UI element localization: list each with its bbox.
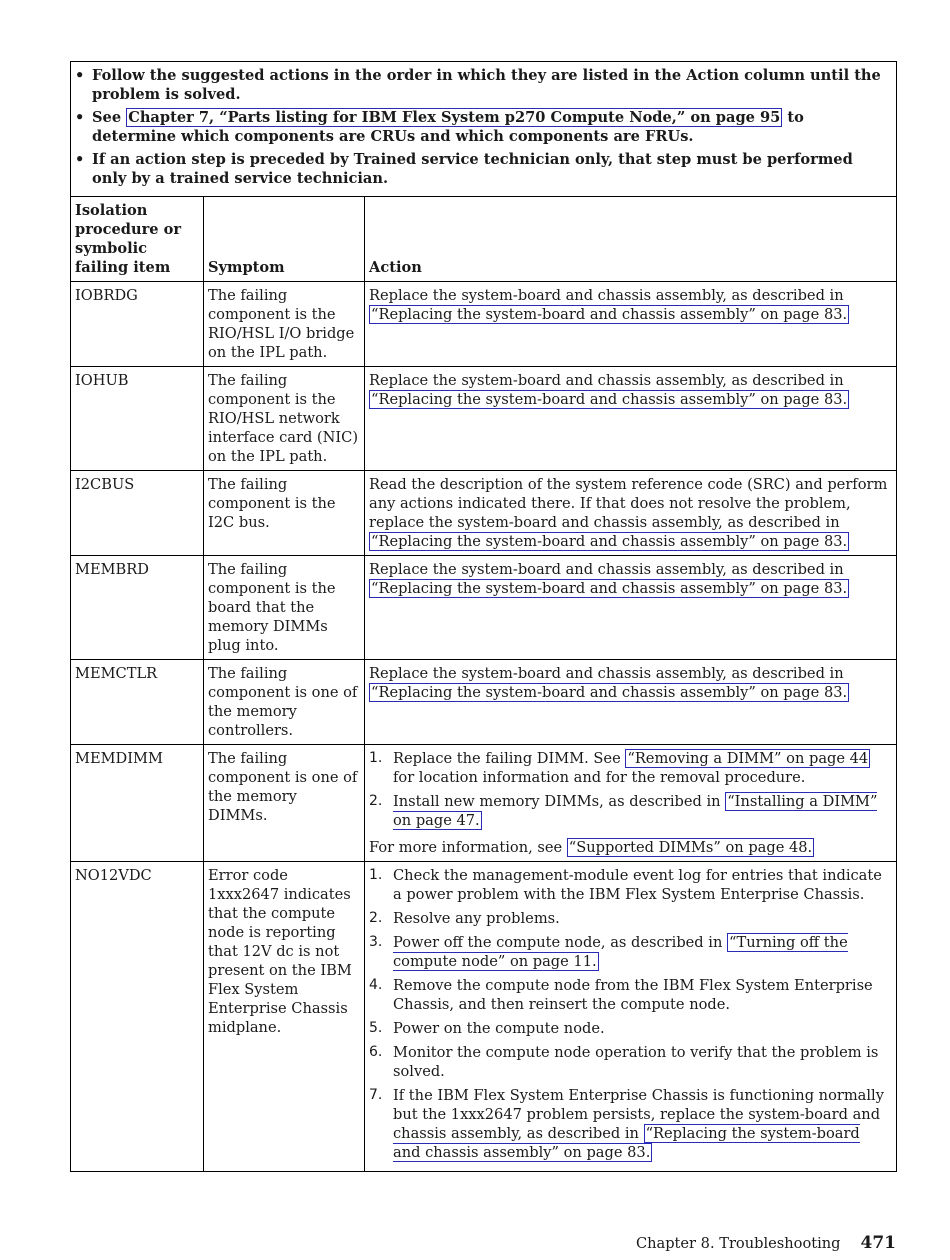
table-row	[71, 862, 897, 1172]
action-step: 3. Power off the compute node, as described in “Turning off the compute node” on page 11.	[369, 934, 848, 970]
action-cell	[365, 745, 897, 862]
symptom-cell: The failing component is the RIO/HSL network interface card (NIC) on the IPL path.	[204, 367, 365, 471]
table-row	[71, 282, 897, 367]
supported-dimms-link[interactable]: “Supported DIMMs” on page 48.	[568, 839, 813, 856]
action-cell: Replace the system-board and chassis assembly, as described in “Replacing the system-board and chassis assembly” on page 83.	[365, 282, 897, 367]
replacing-system-board-link[interactable]: “Replacing the system-board and chassis assembly” on page 83.	[371, 684, 848, 701]
replacing-system-board-link[interactable]: “Replacing the system-board and chassis assembly” on page 83.	[371, 391, 848, 408]
parts-listing-link[interactable]: Chapter 7, “Parts listing for IBM Flex System p270 Compute Node,” on page 95	[128, 109, 781, 126]
table-row	[71, 556, 897, 660]
symptom-cell: The failing component is the board that the memory DIMMs plug into.	[204, 556, 365, 660]
failing-item: IOHUB	[71, 367, 204, 471]
page-footer	[636, 1233, 896, 1253]
failing-item: I2CBUS	[71, 471, 204, 556]
replacing-system-board-link[interactable]: “Replacing the system-board and chassis assembly” on page 83.	[371, 306, 848, 323]
failing-item: NO12VDC	[71, 862, 204, 1172]
failing-item: MEMDIMM	[71, 745, 204, 862]
replacing-system-board-link[interactable]: “Replacing the system-board and chassis assembly” on page 83.	[371, 580, 848, 597]
action-step: 4. Remove the compute node from the IBM Flex System Enterprise Chassis, and then reinsert the compute node.	[369, 977, 873, 1013]
symptom-cell: The failing component is one of the memory DIMMs.	[204, 745, 365, 862]
note-item: • If an action step is preceded by Trained service technician only, that step must be performed only by a trained service technician.	[75, 150, 891, 188]
action-cell: Read the description of the system reference code (SRC) and perform any actions indicated there. If that does not resolve the problem, replace the system-board and chassis assembly, as described in “Replacing the system-board and chassis assembly” on page 83.	[365, 471, 897, 556]
action-steps	[369, 749, 891, 830]
action-step: 2. Resolve any problems.	[369, 910, 560, 927]
action-cell: Replace the system-board and chassis assembly, as described in “Replacing the system-board and chassis assembly” on page 83.	[365, 556, 897, 660]
action-step: 7. If the IBM Flex System Enterprise Chassis is functioning normally but the 1xxx2647 problem persists, replace the system-board and chassis assembly, as described in “Replacing the system-board and chassis assembly” on page 83.	[369, 1087, 884, 1161]
action-step: 1. Replace the failing DIMM. See “Removing a DIMM” on page 44 for location information and for the removal procedure.	[369, 750, 869, 786]
turning-off-compute-node-link[interactable]: “Turning off the compute node” on page 11.	[393, 934, 848, 970]
more-info: For more information, see “Supported DIMMs” on page 48.	[369, 839, 813, 856]
action-cell: Replace the system-board and chassis assembly, as described in “Replacing the system-board and chassis assembly” on page 83.	[365, 660, 897, 745]
action-step: 2. Install new memory DIMMs, as described in “Installing a DIMM” on page 47.	[369, 793, 878, 829]
symptom-cell: The failing component is the I2C bus.	[204, 471, 365, 556]
failing-item: MEMCTLR	[71, 660, 204, 745]
action-cell	[365, 862, 897, 1172]
column-header-item: Isolation procedure or symbolic failing item	[71, 197, 204, 282]
troubleshooting-page	[70, 61, 896, 1172]
notes-list	[75, 66, 891, 188]
action-cell: Replace the system-board and chassis assembly, as described in “Replacing the system-board and chassis assembly” on page 83.	[365, 367, 897, 471]
column-header-action: Action	[365, 197, 897, 282]
installing-dimm-link[interactable]: “Installing a DIMM” on page 47.	[393, 793, 878, 829]
symptom-cell: Error code 1xxx2647 indicates that the compute node is reporting that 12V dc is not present on the IBM Flex System Enterprise Chassis midplane.	[204, 862, 365, 1172]
failing-item: MEMBRD	[71, 556, 204, 660]
isolation-procedures-table	[70, 61, 897, 1172]
table-row	[71, 660, 897, 745]
symptom-cell: The failing component is one of the memory controllers.	[204, 660, 365, 745]
action-steps	[369, 866, 891, 1162]
action-step: 5. Power on the compute node.	[369, 1020, 605, 1037]
column-header-symptom: Symptom	[204, 197, 365, 282]
table-row	[71, 745, 897, 862]
replacing-system-board-link[interactable]: “Replacing the system-board and chassis assembly” on page 83.	[393, 1125, 860, 1161]
notes-row	[71, 62, 897, 197]
notes-cell	[71, 62, 897, 197]
header-row	[71, 197, 897, 282]
symptom-cell: The failing component is the RIO/HSL I/O bridge on the IPL path.	[204, 282, 365, 367]
action-step: 1. Check the management-module event log for entries that indicate a power problem with the IBM Flex System Enterprise Chassis.	[369, 867, 882, 903]
chapter-label: Chapter 8. Troubleshooting	[635, 1235, 841, 1252]
table-row	[71, 367, 897, 471]
action-step: 6. Monitor the compute node operation to verify that the problem is solved.	[369, 1044, 879, 1080]
table-row	[71, 471, 897, 556]
failing-item: IOBRDG	[71, 282, 204, 367]
page-number: 471	[860, 1233, 896, 1253]
replacing-system-board-link[interactable]: “Replacing the system-board and chassis assembly” on page 83.	[371, 533, 848, 550]
note-item: • Follow the suggested actions in the order in which they are listed in the Action column until the problem is solved.	[75, 66, 891, 104]
removing-dimm-link[interactable]: “Removing a DIMM” on page 44	[627, 750, 869, 767]
note-item: • See Chapter 7, “Parts listing for IBM Flex System p270 Compute Node,” on page 95 to determine which components are CRUs and which components are FRUs.	[75, 108, 891, 146]
